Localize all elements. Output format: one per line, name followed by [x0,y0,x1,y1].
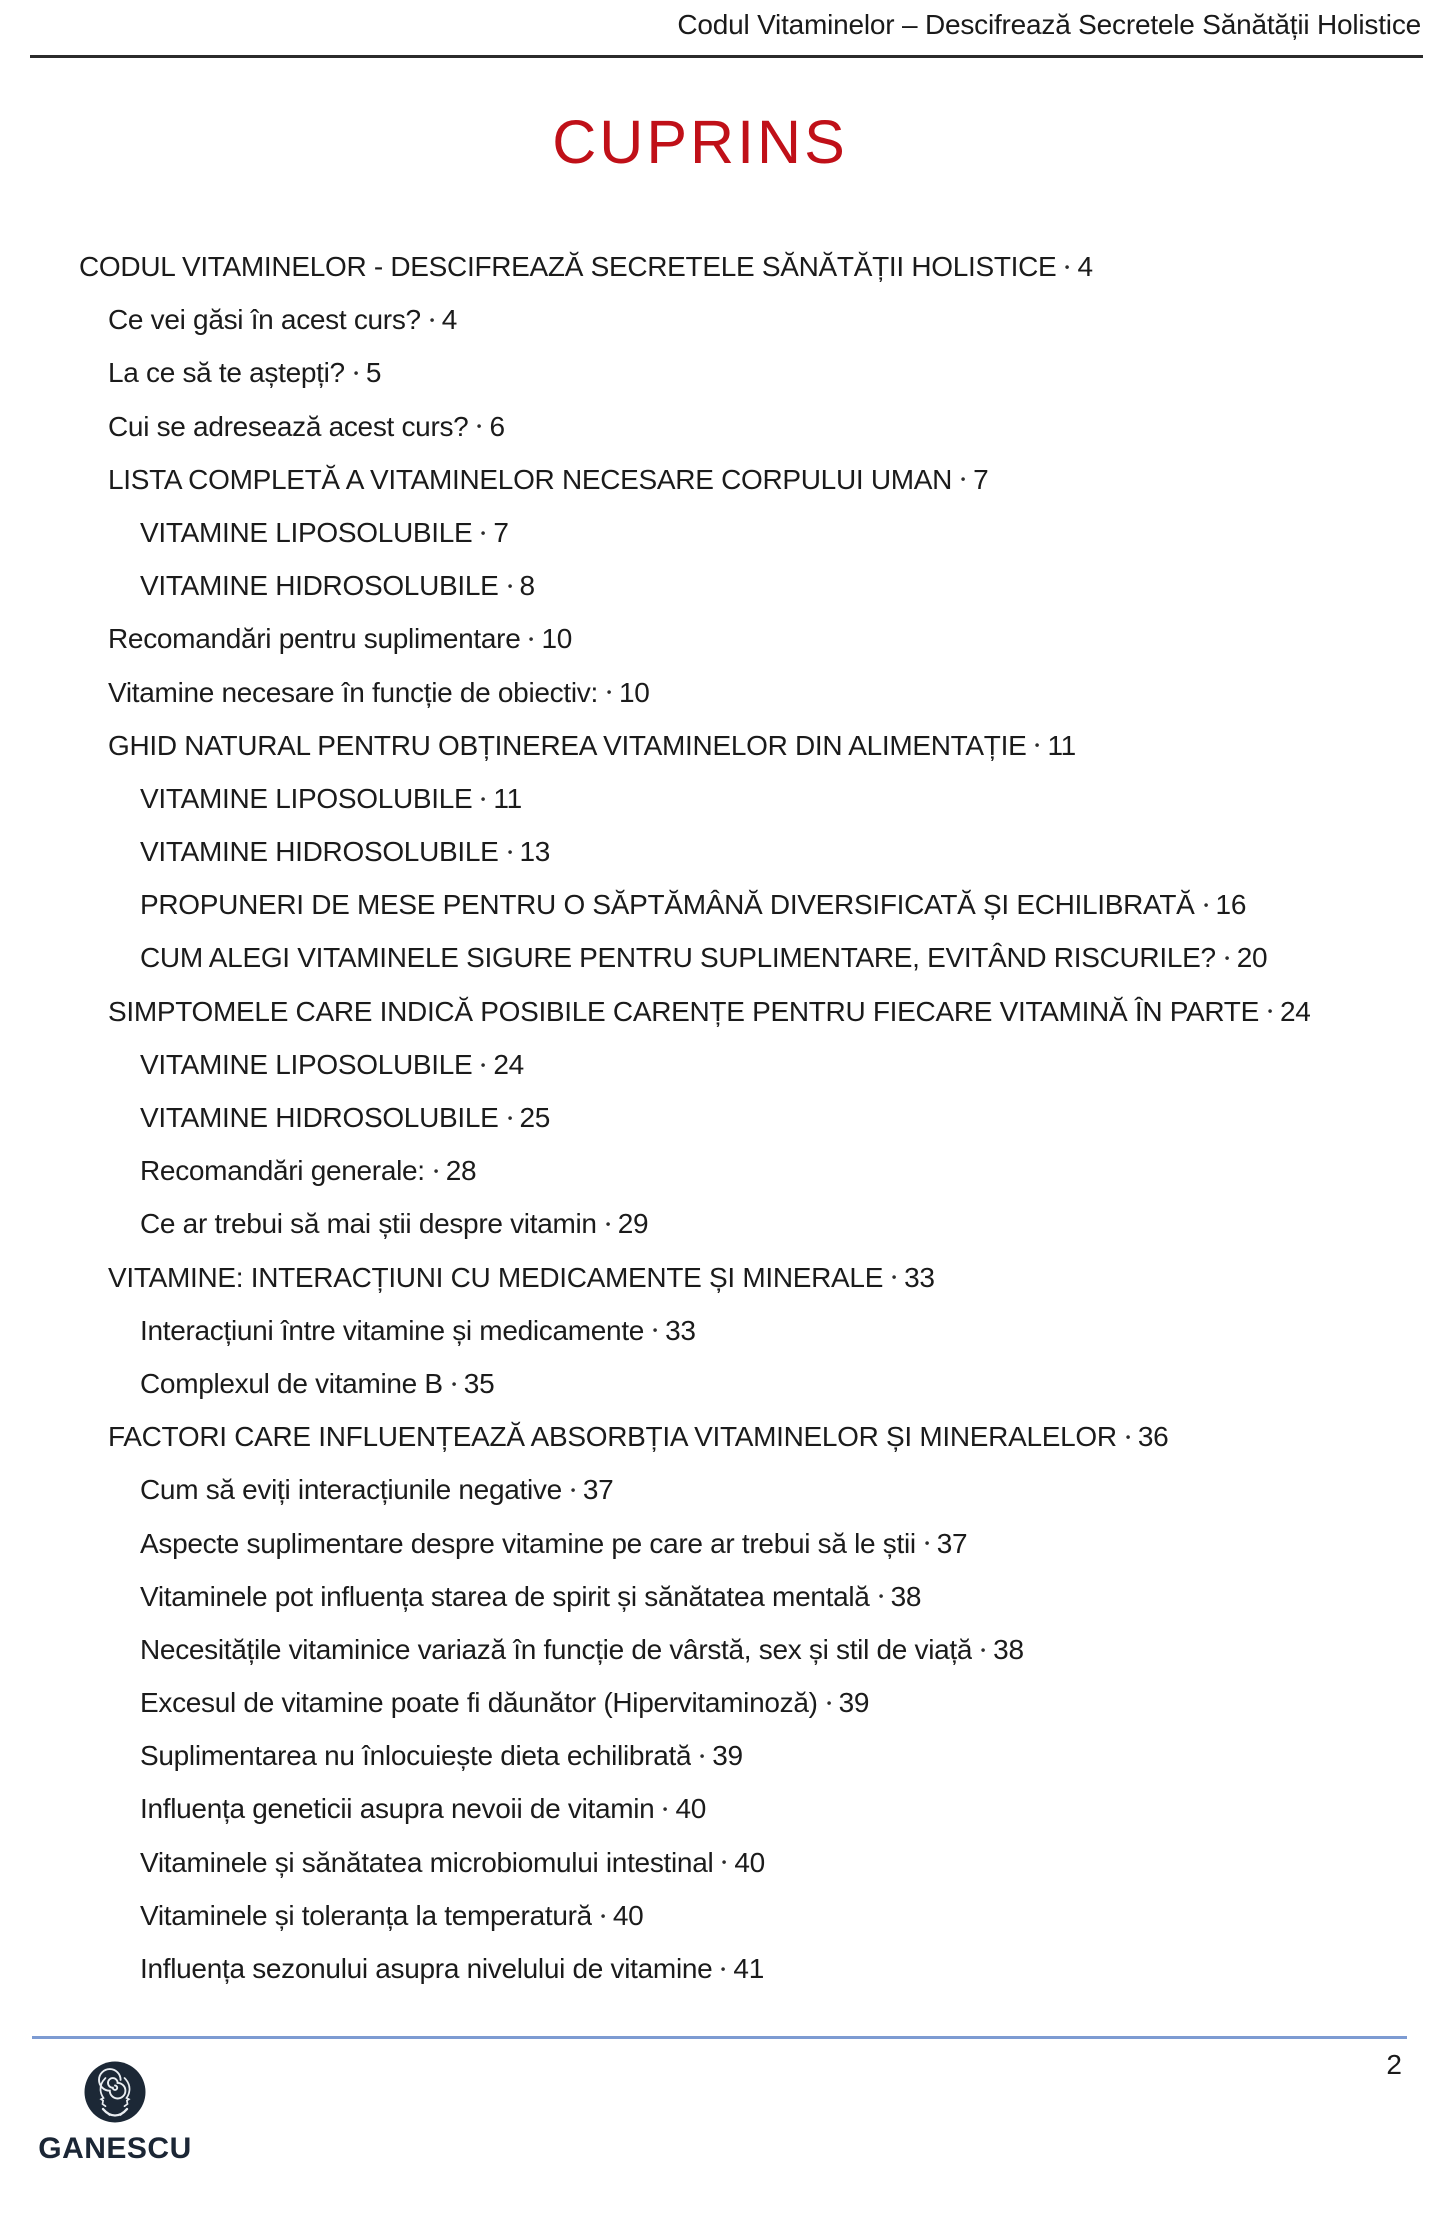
toc-entry[interactable] [79,1409,1316,1462]
toc-entry[interactable] [79,1835,1316,1888]
toc-entry[interactable] [79,558,1316,611]
toc-entry-page: 40 [675,1793,706,1825]
toc-entry[interactable] [79,239,1316,292]
dot-leader [1126,1409,1132,1453]
dot-leader [1225,930,1231,974]
toc-entry[interactable] [79,1090,1316,1143]
toc-entry-page: 7 [493,516,509,548]
page-title: CUPRINS [552,108,848,176]
dot-leader [1065,239,1071,283]
toc-entry-title: Ce vei găsi în acest curs? [108,304,421,336]
toc-entry-title: Vitaminele și sănătatea microbiomului intestinal [140,1846,714,1878]
toc-entry-title: VITAMINE HIDROSOLUBILE [140,1102,499,1133]
dot-leader [481,505,487,549]
toc-entry-title: La ce să te aștepți? [108,357,345,389]
dot-leader [434,1143,440,1187]
footer-divider [32,2036,1407,2039]
dot-leader [981,1622,987,1666]
toc-entry-page: 10 [618,676,650,708]
toc-entry-page: 40 [734,1846,765,1878]
toc-entry-page: 28 [445,1155,477,1187]
toc-entry-title: VITAMINE HIDROSOLUBILE [140,836,499,868]
toc-entry-title: Influența sezonului asupra nivelului de vitamine [140,1953,713,1984]
toc-entry-title: Ce ar trebui să mai știi despre vitamin [140,1208,597,1240]
dot-leader [721,1941,727,1985]
toc-entry-page: 33 [904,1261,935,1293]
dot-leader [653,1303,659,1347]
toc-entry-title: Cum să eviți interacțiunile negative [140,1474,562,1506]
toc-entry-page: 10 [541,623,573,655]
toc-entry-title: Vitamine necesare în funcție de obiectiv: [108,676,598,708]
toc-entry-title: CODUL VITAMINELOR - DESCIFREAZĂ SECRETELE SĂNĂTĂȚII HOLISTICE [79,251,1057,282]
dot-leader [827,1675,833,1719]
toc-entry-page: 4 [1077,251,1093,282]
toc-entry-title: Cui se adresează acest curs? [108,410,469,442]
dot-leader [722,1835,728,1879]
ganescu-logo-text: GANESCU [38,2132,192,2165]
toc-entry[interactable] [79,1888,1316,1941]
toc-entry-page: 24 [493,1048,524,1080]
toc-entry[interactable] [79,1516,1316,1569]
toc-entry[interactable] [79,1781,1316,1834]
toc-entry-title: CUM ALEGI VITAMINELE SIGURE PENTRU SUPLIMENTARE, EVITÂND RISCURILE? [140,942,1216,974]
dot-leader [700,1728,706,1772]
toc-entry-page: 20 [1236,942,1268,974]
dot-leader [961,452,967,496]
running-header-title: Codul Vitaminelor – Descifrează Secretele Sănătății Holistice [677,9,1421,40]
toc-entry-title: SIMPTOMELE CARE INDICĂ POSIBILE CARENȚE PENTRU FIECARE VITAMINĂ ÎN PARTE [108,995,1259,1027]
toc-entry[interactable] [79,824,1316,877]
toc-entry-title: FACTORI CARE INFLUENȚEAZĂ ABSORBȚIA VITAMINELOR ȘI MINERALELOR [108,1421,1117,1453]
dot-leader [477,399,483,443]
toc-entry-page: 6 [489,410,505,442]
toc-entry-page: 39 [838,1687,870,1719]
toc-entry-title: Excesul de vitamine poate fi dăunător (Hipervitaminoză) [140,1687,818,1719]
ganescu-logo-icon [83,2060,147,2124]
dot-leader [925,1516,931,1560]
toc-entry[interactable] [79,1356,1316,1409]
toc-entry[interactable] [79,1143,1316,1196]
toc-entry-title: Aspecte suplimentare despre vitamine pe care ar trebui să le știi [140,1527,916,1559]
toc-entry-page: 33 [665,1314,696,1346]
toc-entry-page: 38 [890,1580,922,1612]
toc-entry[interactable] [79,1569,1316,1622]
toc-entry[interactable] [79,1303,1316,1356]
toc-entry-page: 35 [463,1367,495,1399]
dot-leader [1035,718,1041,762]
dot-leader [1204,877,1210,921]
toc-entry[interactable] [79,877,1316,930]
toc-entry-title: Necesitățile vitaminice variază în funcție de vârstă, sex și stil de viață [140,1633,973,1665]
toc-entry-page: 40 [612,1899,644,1931]
toc-entry[interactable] [79,984,1316,1037]
toc-entry[interactable] [79,665,1316,718]
toc-entry-title: VITAMINE LIPOSOLUBILE [140,516,473,548]
toc-entry-page: 4 [441,304,458,336]
toc-entry[interactable] [79,452,1316,505]
toc-entry[interactable] [79,718,1316,771]
toc-entry-title: Interacțiuni între vitamine și medicamente [140,1314,645,1346]
dot-leader [481,771,487,815]
dot-leader [430,292,436,336]
toc-entry-page: 8 [519,570,535,602]
toc-entry-title: Recomandări pentru suplimentare [108,623,521,655]
toc-entry[interactable] [79,771,1316,824]
dot-leader [571,1462,577,1506]
dot-leader [508,558,514,602]
toc-entry-page: 36 [1137,1421,1169,1453]
toc-entry[interactable] [79,345,1316,398]
toc-entry-page: 11 [493,782,522,814]
toc-entry[interactable] [79,611,1316,664]
dot-leader [452,1356,458,1400]
toc-entry-title: Suplimentarea nu înlocuiește dieta echilibrată [140,1740,692,1772]
toc-list [79,239,1316,1994]
dot-leader [508,1090,514,1134]
toc-entry[interactable] [79,930,1316,983]
toc-entry-page: 37 [936,1527,968,1559]
toc-entry-page: 11 [1047,729,1076,761]
ganescu-logo [36,2060,194,2166]
dot-leader [508,824,514,868]
header-divider [30,55,1423,58]
toc-entry-title: Influența geneticii asupra nevoii de vitamin [140,1793,655,1825]
toc-entry-title: Vitaminele și toleranța la temperatură [140,1899,592,1931]
toc-entry-title: VITAMINE LIPOSOLUBILE [140,1048,473,1080]
toc-entry-page: 37 [582,1474,614,1506]
toc-entry-page: 13 [519,836,551,868]
dot-leader [892,1250,898,1294]
toc-entry[interactable] [79,1622,1316,1675]
toc-entry[interactable] [79,1462,1316,1515]
dot-leader [529,611,535,655]
dot-leader [601,1888,607,1932]
toc-entry-title: LISTA COMPLETĂ A VITAMINELOR NECESARE CORPULUI UMAN [108,463,953,495]
toc-entry-title: Vitaminele pot influența starea de spirit și sănătatea mentală [140,1580,870,1612]
toc-entry-page: 5 [365,357,382,389]
toc-entry-title: VITAMINE: INTERACȚIUNI CU MEDICAMENTE ȘI MINERALE [108,1261,884,1293]
dot-leader [606,1196,612,1240]
dot-leader [879,1569,885,1613]
toc-entry-title: GHID NATURAL PENTRU OBȚINEREA VITAMINELOR DIN ALIMENTAȚIE [108,729,1027,761]
page-number: 2 [1386,2049,1402,2080]
toc-entry[interactable] [79,1675,1316,1728]
toc-entry[interactable] [79,1250,1316,1303]
toc-entry-page: 24 [1279,995,1311,1027]
toc-entry-page: 25 [519,1102,551,1133]
toc-entry-title: Recomandări generale: [140,1155,425,1187]
toc-entry-page: 16 [1215,889,1247,921]
toc-entry[interactable] [79,1196,1316,1249]
toc-entry[interactable] [79,505,1316,558]
toc-entry-page: 38 [993,1633,1024,1665]
toc-entry-title: VITAMINE LIPOSOLUBILE [140,782,473,814]
toc-entry-page: 7 [973,463,989,495]
dot-leader [1268,984,1274,1028]
toc-entry[interactable] [79,399,1316,452]
dot-leader [481,1037,487,1081]
toc-entry-title: VITAMINE HIDROSOLUBILE [140,570,499,602]
dot-leader [663,1781,669,1825]
toc-entry-page: 41 [733,1953,764,1984]
toc-entry-page: 29 [617,1208,649,1240]
toc-entry[interactable] [79,292,1316,345]
toc-entry[interactable] [79,1728,1316,1781]
toc-entry-title: Complexul de vitamine B [140,1367,443,1399]
dot-leader [354,345,360,389]
toc-entry[interactable] [79,1037,1316,1090]
toc-entry[interactable] [79,1941,1316,1994]
toc-entry-page: 39 [712,1740,743,1772]
toc-entry-title: PROPUNERI DE MESE PENTRU O SĂPTĂMÂNĂ DIVERSIFICATĂ ȘI ECHILIBRATĂ [140,889,1195,921]
dot-leader [607,665,613,709]
